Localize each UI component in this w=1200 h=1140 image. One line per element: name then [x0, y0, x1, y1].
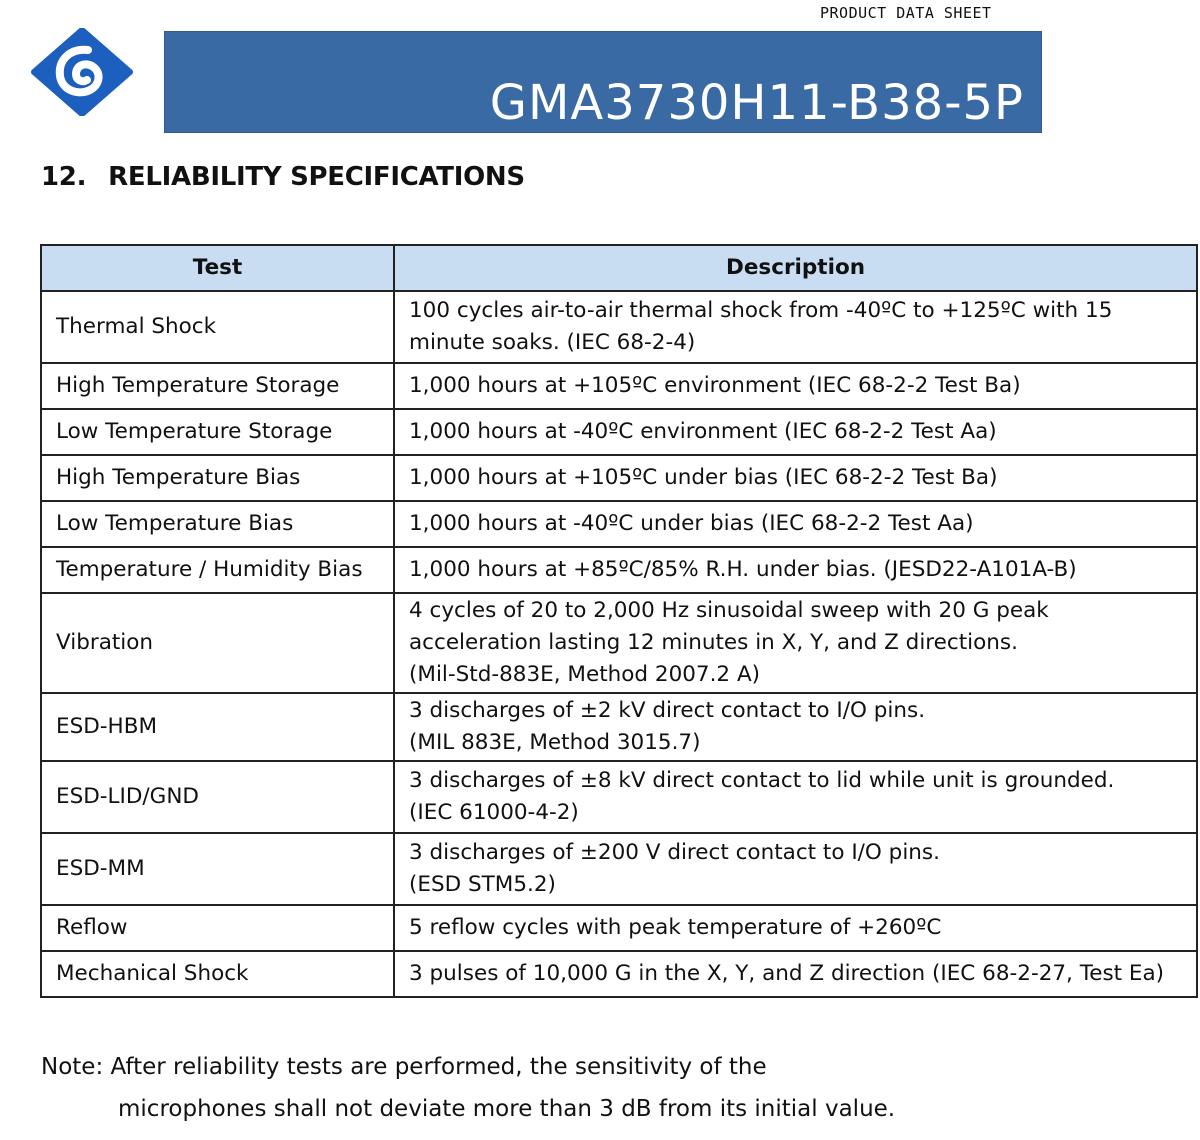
description-line: 3 discharges of ±2 kV direct contact to I/O pins.: [409, 698, 926, 723]
description-cell: [394, 409, 1197, 455]
note: [41, 1046, 1161, 1130]
table-row: [41, 547, 1197, 593]
description-cell: [394, 951, 1197, 997]
description-line: 1,000 hours at -40ºC under bias (IEC 68-2-2 Test Aa): [409, 511, 974, 536]
table-row: [41, 291, 1197, 363]
test-name-cell: High Temperature Storage: [41, 363, 394, 409]
table-row: [41, 501, 1197, 547]
test-name-cell: High Temperature Bias: [41, 455, 394, 501]
description-line: (Mil-Std-883E, Method 2007.2 A): [409, 662, 761, 687]
test-name-cell: Vibration: [41, 593, 394, 693]
description-line: 3 discharges of ±200 V direct contact to I/O pins.: [409, 840, 940, 865]
test-name-cell: Low Temperature Storage: [41, 409, 394, 455]
description-cell: [394, 363, 1197, 409]
description-line: 1,000 hours at +85ºC/85% R.H. under bias. (JESD22-A101A-B): [409, 557, 1077, 582]
company-logo: [30, 28, 134, 116]
column-header-test: Test: [41, 245, 394, 291]
test-name-cell: ESD-LID/GND: [41, 761, 394, 833]
description-line: 3 pulses of 10,000 G in the X, Y, and Z direction (IEC 68-2-27, Test Ea): [409, 961, 1165, 986]
section-title: RELIABILITY SPECIFICATIONS: [108, 162, 525, 192]
description-cell: [394, 905, 1197, 951]
description-line: 4 cycles of 20 to 2,000 Hz sinusoidal sweep with 20 G peak acceleration lasting 12 minutes in X, Y, and Z directions.: [409, 598, 1049, 655]
table-row: [41, 593, 1197, 693]
table-row: [41, 951, 1197, 997]
table-row: [41, 905, 1197, 951]
product-title: GMA3730H11-B38-5P: [489, 75, 1024, 131]
test-name-cell: Reflow: [41, 905, 394, 951]
doc-label: PRODUCT DATA SHEET: [820, 4, 992, 22]
table-row: [41, 761, 1197, 833]
section-number: 12.: [41, 162, 87, 192]
table-body: [41, 291, 1197, 997]
description-cell: [394, 761, 1197, 833]
test-name-cell: Thermal Shock: [41, 291, 394, 363]
description-line: 3 discharges of ±8 kV direct contact to lid while unit is grounded.: [409, 768, 1115, 793]
column-header-description: Description: [394, 245, 1197, 291]
table-row: [41, 455, 1197, 501]
description-line: 5 reflow cycles with peak temperature of +260ºC: [409, 915, 942, 940]
description-line: 1,000 hours at +105ºC under bias (IEC 68-2-2 Test Ba): [409, 465, 998, 490]
description-cell: [394, 501, 1197, 547]
description-line: (ESD STM5.2): [409, 872, 556, 897]
description-cell: [394, 547, 1197, 593]
note-line-1: Note: After reliability tests are performed, the sensitivity of the: [41, 1054, 767, 1080]
description-cell: [394, 593, 1197, 693]
description-cell: [394, 455, 1197, 501]
description-line: 100 cycles air-to-air thermal shock from -40ºC to +125ºC with 15 minute soaks. (IEC 68-2-4): [409, 298, 1113, 355]
description-line: (MIL 883E, Method 3015.7): [409, 730, 701, 755]
description-line: (IEC 61000-4-2): [409, 800, 579, 825]
description-cell: [394, 833, 1197, 905]
test-name-cell: Low Temperature Bias: [41, 501, 394, 547]
table-row: [41, 693, 1197, 761]
title-banner: [164, 31, 1042, 133]
table-row: [41, 833, 1197, 905]
description-line: 1,000 hours at -40ºC environment (IEC 68-2-2 Test Aa): [409, 419, 997, 444]
reliability-table: [40, 244, 1198, 998]
test-name-cell: ESD-HBM: [41, 693, 394, 761]
test-name-cell: Temperature / Humidity Bias: [41, 547, 394, 593]
table-row: [41, 363, 1197, 409]
description-line: 1,000 hours at +105ºC environment (IEC 68-2-2 Test Ba): [409, 373, 1021, 398]
test-name-cell: ESD-MM: [41, 833, 394, 905]
note-line-2: microphones shall not deviate more than 3 dB from its initial value.: [118, 1096, 896, 1122]
logo-diamond-icon: [34, 30, 130, 114]
description-cell: [394, 693, 1197, 761]
table-header-row: [41, 245, 1197, 291]
table-row: [41, 409, 1197, 455]
test-name-cell: Mechanical Shock: [41, 951, 394, 997]
section-heading: [41, 162, 525, 192]
description-cell: [394, 291, 1197, 363]
